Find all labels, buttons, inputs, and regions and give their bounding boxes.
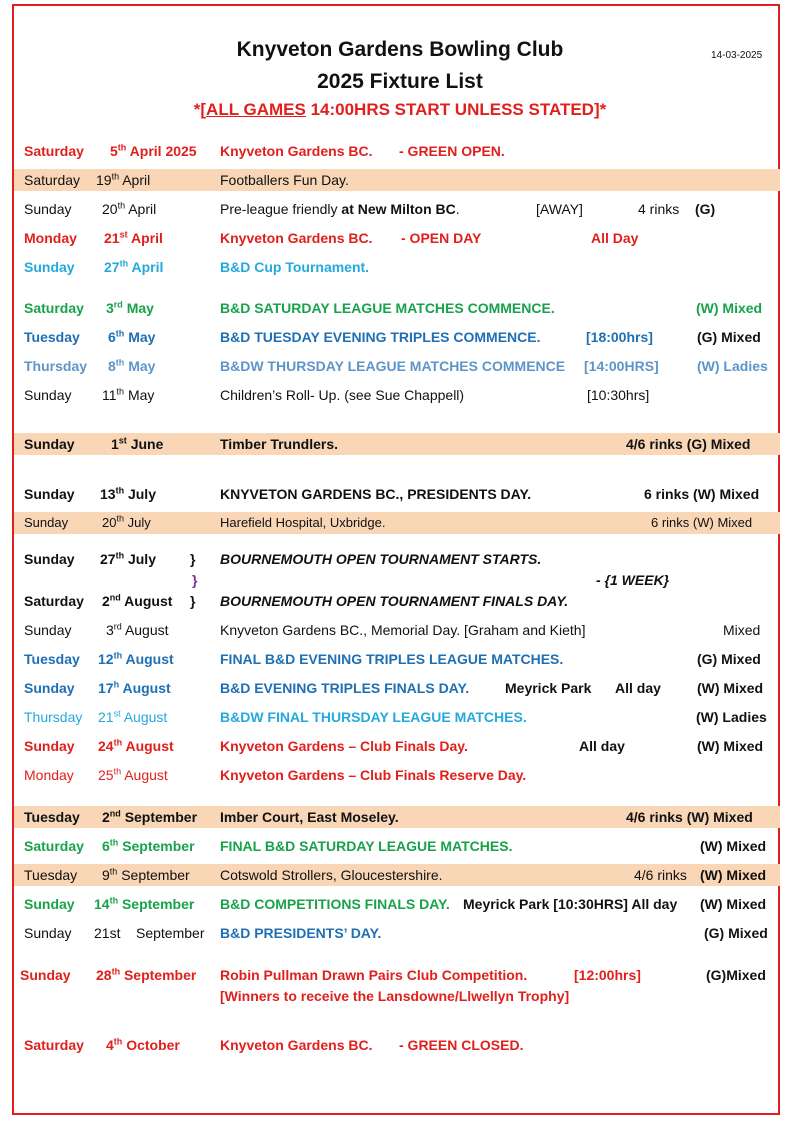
fixture-row: Tuesday 12th August FINAL B&D EVENING TRIPLES LEAGUE MATCHES. (G) Mixed xyxy=(24,650,761,667)
fixture-row: Sunday 28th September Robin Pullman Drawn Pairs Club Competition. [12:00hrs] (G)Mixed xyxy=(20,966,766,983)
fixture-row: Saturday 5th April 2025 Knyveton Gardens BC. - GREEN OPEN. xyxy=(24,142,505,159)
fixture-row: } - {1 WEEK} xyxy=(192,572,670,588)
fixture-row: Sunday 3rd August Knyveton Gardens BC., Memorial Day. [Graham and Kieth] Mixed xyxy=(24,621,761,638)
fixture-row: Sunday 20th July Harefield Hospital, Uxbridge. 6 rinks (W) Mixed xyxy=(14,512,780,534)
fixture-row: Sunday 27th July } BOURNEMOUTH OPEN TOURNAMENT STARTS. xyxy=(24,550,542,567)
fixture-row: Sunday 13th July KNYVETON GARDENS BC., PRESIDENTS DAY. 6 rinks (W) Mixed xyxy=(24,485,760,502)
fixture-row: Tuesday 9th September Cotswold Strollers, Gloucestershire. 4/6 rinks (W) Mixed xyxy=(14,864,780,886)
fixture-row: Monday 25th August Knyveton Gardens – Club Finals Reserve Day. xyxy=(24,766,527,783)
document-date: 14-03-2025 xyxy=(711,50,763,61)
start-time-note: *[ALL GAMES 14:00HRS START UNLESS STATED]* xyxy=(193,100,607,119)
fixture-row: Sunday 11th May Children’s Roll- Up. (see Sue Chappell) [10:30hrs] xyxy=(24,386,650,403)
fixture-row: Sunday 17$^h$ August B&D EVENING TRIPLES FINALS DAY. Meyrick Park All day (W) Mixed xyxy=(24,679,764,696)
club-title: Knyveton Gardens Bowling Club xyxy=(236,38,564,61)
fixture-row: Sunday 24th August Knyveton Gardens – Club Finals Day. All day (W) Mixed xyxy=(24,737,764,754)
fixture-row: Saturday 6th September FINAL B&D SATURDAY LEAGUE MATCHES. (W) Mixed xyxy=(24,837,767,854)
fixture-row: Tuesday 6th May B&D TUESDAY EVENING TRIPLES COMMENCE. [18:00hrs] (G) Mixed xyxy=(24,328,761,345)
fixture-row: Saturday 3rd May B&D SATURDAY LEAGUE MATCHES COMMENCE. (W) Mixed xyxy=(24,299,763,316)
fixture-list-title: 2025 Fixture List xyxy=(317,70,483,93)
fixture-row: Saturday 19th April Footballers Fun Day. xyxy=(14,169,780,191)
fixture-row: Thursday 8th May B&DW THURSDAY LEAGUE MATCHES COMMENCE [14:00HRS] (W) Ladies xyxy=(24,357,768,374)
fixture-row: Saturday 2nd August } BOURNEMOUTH OPEN TOURNAMENT FINALS DAY. xyxy=(24,592,569,609)
fixture-row: Monday 21st April Knyveton Gardens BC. - OPEN DAY All Day xyxy=(24,229,639,246)
fixture-row: Sunday 20th April Pre-league friendly at New Milton BC. [AWAY] 4 rinks (G) xyxy=(24,200,716,217)
fixture-row: Sunday 14th September B&D COMPETITIONS FINALS DAY. Meyrick Park [10:30HRS] All day (W) Mixed xyxy=(24,895,767,912)
fixture-row: Sunday 21st September B&D PRESIDENTS’ DAY. (G) Mixed xyxy=(24,925,768,941)
fixture-row: Sunday 1st June Timber Trundlers. 4/6 rinks (G) Mixed xyxy=(14,433,780,455)
fixture-row-continuation: [Winners to receive the Lansdowne/Llwellyn Trophy] xyxy=(220,988,570,1004)
fixture-row: Tuesday 2nd September Imber Court, East Moseley. 4/6 rinks (W) Mixed xyxy=(14,806,780,828)
fixture-row: Saturday 4th October Knyveton Gardens BC. - GREEN CLOSED. xyxy=(24,1036,524,1053)
fixture-row: Thursday 21st August B&DW FINAL THURSDAY LEAGUE MATCHES. (W) Ladies xyxy=(24,708,767,725)
fixture-row: Sunday 27th April B&D Cup Tournament. xyxy=(24,258,370,275)
